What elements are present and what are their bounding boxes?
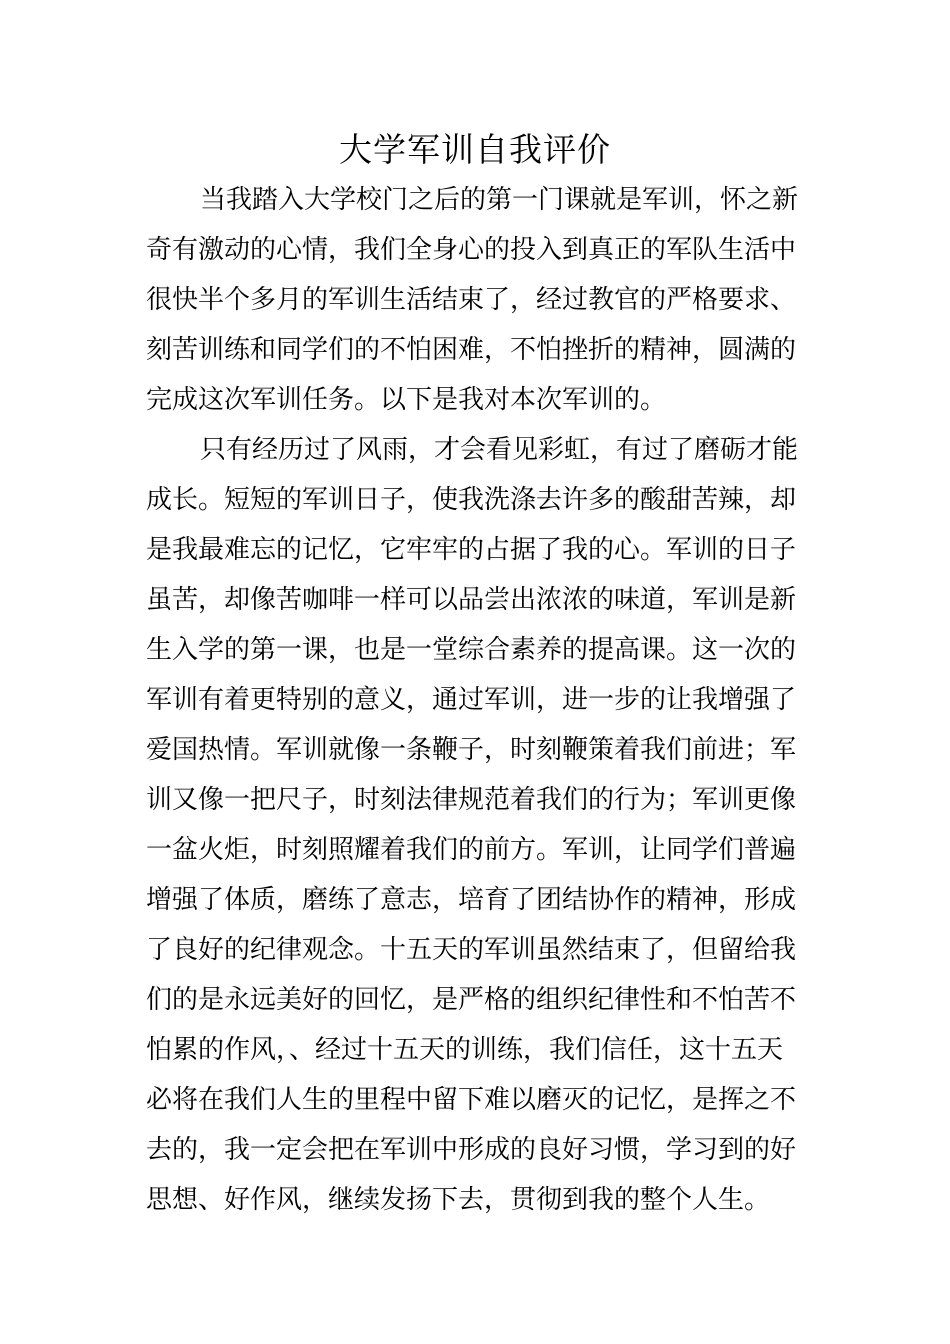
paragraph-1-line: 当我踏入大学校门之后的第一门课就是军训，怀之新 bbox=[200, 185, 799, 215]
paragraph-2-line: 训又像一把尺子，时刻法律规范着我们的行为；军训更像 bbox=[146, 785, 797, 815]
paragraph-1-line: 奇有激动的心情，我们全身心的投入到真正的军队生活中 bbox=[146, 235, 797, 265]
paragraph-2-line: 了良好的纪律观念。十五天的军训虽然结束了，但留给我 bbox=[146, 935, 797, 965]
paragraph-2-line: 去的，我一定会把在军训中形成的良好习惯，学习到的好 bbox=[146, 1135, 797, 1165]
paragraph-2-line: 爱国热情。军训就像一条鞭子，时刻鞭策着我们前进；军 bbox=[146, 735, 797, 765]
document-title: 大学军训自我评价 bbox=[339, 130, 611, 169]
paragraph-2-line: 们的是永远美好的回忆，是严格的组织纪律性和不怕苦不 bbox=[146, 985, 797, 1015]
paragraph-1-line: 很快半个多月的军训生活结束了，经过教官的严格要求、 bbox=[146, 285, 797, 315]
paragraph-2-line: 一盆火炬，时刻照耀着我们的前方。军训，让同学们普遍 bbox=[146, 835, 797, 865]
paragraph-2-line: 只有经历过了风雨，才会看见彩虹，有过了磨砺才能 bbox=[200, 435, 799, 465]
paragraph-2-line: 思想、好作风，继续发扬下去，贯彻到我的整个人生。 bbox=[146, 1185, 771, 1215]
paragraph-2-line: 成长。短短的军训日子，使我洗涤去许多的酸甜苦辣，却 bbox=[146, 485, 797, 515]
paragraph-2-line: 虽苦，却像苦咖啡一样可以品尝出浓浓的味道，军训是新 bbox=[146, 585, 797, 615]
paragraph-1-line: 完成这次军训任务。以下是我对本次军训的。 bbox=[146, 385, 667, 415]
paragraph-2-line: 是我最难忘的记忆，它牢牢的占据了我的心。军训的日子 bbox=[146, 535, 797, 565]
paragraph-2-line: 军训有着更特别的意义，通过军训，进一步的让我增强了 bbox=[146, 685, 797, 715]
paragraph-2-line: 增强了体质，磨练了意志，培育了团结协作的精神，形成 bbox=[146, 885, 797, 915]
paragraph-2-line: 必将在我们人生的里程中留下难以磨灭的记忆，是挥之不 bbox=[146, 1085, 797, 1115]
paragraph-2-line: 怕累的作风，、经过十五天的训练，我们信任，这十五天 bbox=[146, 1035, 784, 1065]
paragraph-2-line: 生入学的第一课，也是一堂综合素养的提高课。这一次的 bbox=[146, 635, 797, 665]
paragraph-1-line: 刻苦训练和同学们的不怕困难，不怕挫折的精神，圆满的 bbox=[146, 335, 797, 365]
